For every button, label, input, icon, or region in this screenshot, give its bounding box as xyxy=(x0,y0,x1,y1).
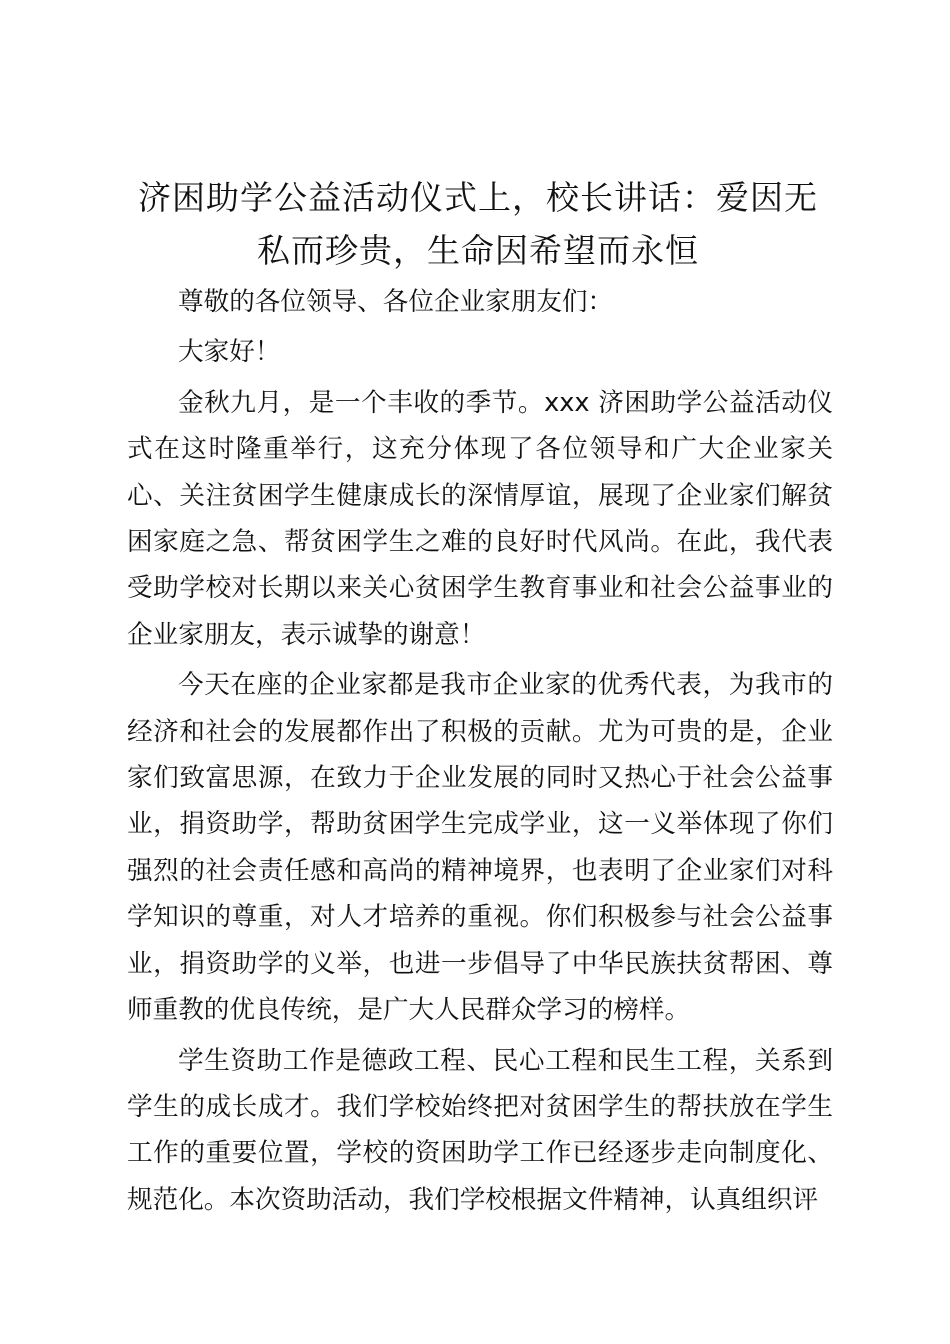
salutation-paragraph: 尊敬的各位领导、各位企业家朋友们： xyxy=(178,287,614,317)
title-line-2: 私而珍贵，生命因希望而永恒 xyxy=(257,231,699,270)
body-paragraph: 学生资助工作是德政工程、民心工程和民生工程，关系到学生的成长成才。我们学校始终把对贫困学生的帮扶放在学生工作的重要位置，学校的资困助学工作已经逐步走向制度化、规范化。本次资助活动，我们学校根据文件精神，认真组织评 xyxy=(127,1045,833,1215)
document-title xyxy=(120,171,836,277)
document-body xyxy=(127,279,833,1227)
title-line-1: 济困助学公益活动仪式上，校长讲话：爱因无 xyxy=(138,178,818,217)
greeting-paragraph: 大家好！ xyxy=(178,337,281,368)
body-paragraph: 金秋九月，是一个丰收的季节。xxx 济困助学公益活动仪式在这时隆重举行，这充分体现了各位领导和广大企业家关心、关注贫困学生健康成长的深情厚谊，展现了企业家们解贫困家庭之急、帮贫困学生之难的良好时代风尚。在此，我代表受助学校对长期以来关心贫困学生教育事业和社会公益事业的企业家朋友，表示诚挚的谢意！ xyxy=(127,387,833,650)
body-paragraph: 今天在座的企业家都是我市企业家的优秀代表，为我市的经济和社会的发展都作出了积极的贡献。尤为可贵的是，企业家们致富思源，在致力于企业发展的同时又热心于社会公益事业，捐资助学，帮助贫困学生完成学业，这一义举体现了你们强烈的社会责任感和高尚的精神境界，也表明了企业家们对科学知识的尊重，对人才培养的重视。你们积极参与社会公益事业，捐资助学的义举，也进一步倡导了中华民族扶贫帮困、尊师重教的优良传统，是广大人民群众学习的榜样。 xyxy=(127,670,833,1026)
